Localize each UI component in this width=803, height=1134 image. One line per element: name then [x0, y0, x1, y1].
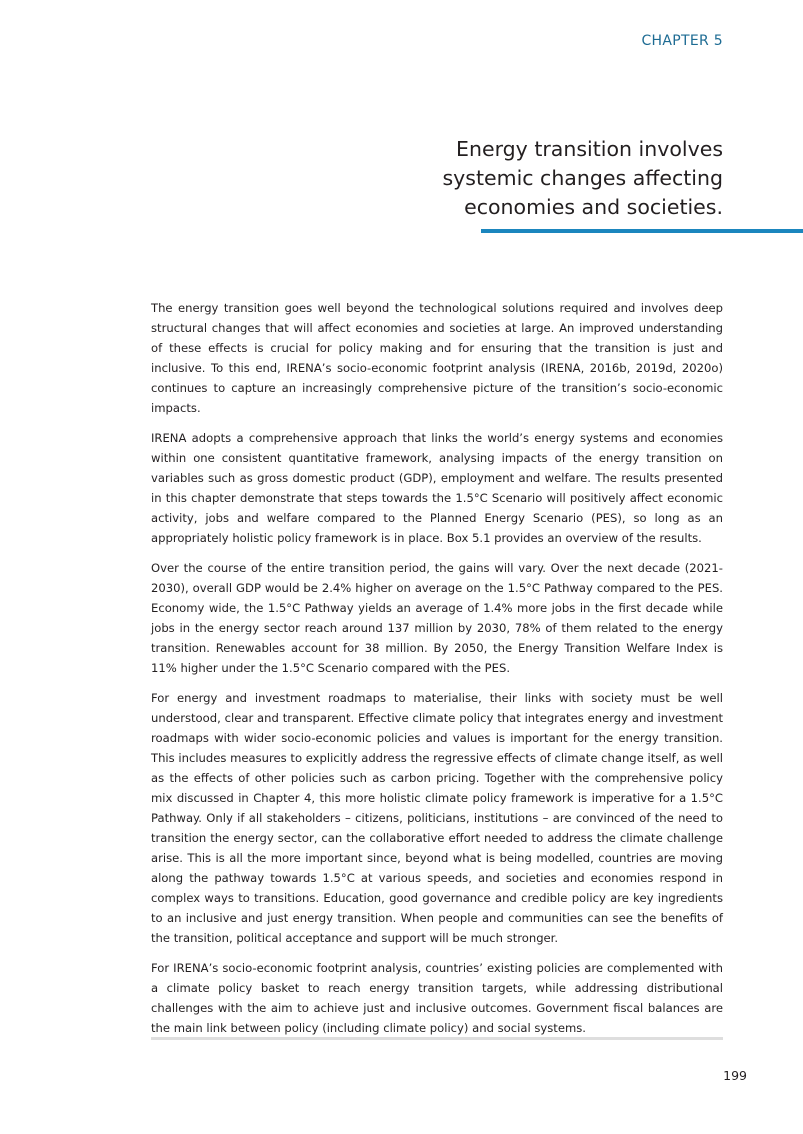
page-number: 199 — [723, 1068, 747, 1083]
headline-line: economies and societies. — [464, 195, 723, 219]
paragraph: For IRENA’s socio-economic footprint analysis, countries’ existing policies are complemented with a climate policy basket to reach energy transition targets, while addressing distributional challenges with the aim to achieve just and inclusive outcomes. Government fiscal balances are the main link between policy (including climate policy) and social systems. — [151, 961, 723, 1035]
paragraph: Over the course of the entire transition period, the gains will vary. Over the next decade (2021-2030), overall GDP would be 2.4% higher on average on the 1.5°C Pathway compared to the PES. Economy wide, the 1.5°C Pathway yields an average of 1.4% more jobs in the first decade while jobs in the energy sector reach around 137 million by 2030, 78% of them related to the energy transition. Renewables account for 38 million. By 2050, the Energy Transition Welfare Index is 11% higher under the 1.5°C Scenario compared with the PES. — [151, 561, 723, 675]
section-headline — [403, 135, 723, 222]
paragraph: IRENA adopts a comprehensive approach that links the world’s energy systems and economies within one consistent quantitative framework, analysing impacts of the energy transition on variables such as gross domestic product (GDP), employment and welfare. The results presented in this chapter demonstrate that steps towards the 1.5°C Scenario will positively affect economic activity, jobs and welfare compared to the Planned Energy Scenario (PES), so long as an appropriately holistic policy framework is in place. Box 5.1 provides an overview of the results. — [151, 431, 723, 545]
chapter-label: CHAPTER 5 — [641, 33, 723, 49]
paragraph: For energy and investment roadmaps to materialise, their links with society must be well understood, clear and transparent. Effective climate policy that integrates energy and investment roadmaps with wider socio-economic policies and values is important for the energy transition. This includes measures to explicitly address the regressive effects of climate change itself, as well as the effects of other policies such as carbon pricing. Together with the comprehensive policy mix discussed in Chapter 4, this more holistic climate policy framework is imperative for a 1.5°C Pathway. Only if all stakeholders – citizens, politicians, institutions – are convinced of the need to transition the energy sector, can the collaborative effort needed to address the climate challenge arise. This is all the more important since, beyond what is being modelled, countries are moving along the pathway towards 1.5°C at various speeds, and societies and economies respond in complex ways to transitions. Education, good governance and credible policy are key ingredients to an inclusive and just energy transition. When people and communities can see the benefits of the transition, political acceptance and support will be much stronger. — [151, 691, 723, 945]
footer-divider — [151, 1037, 723, 1040]
headline-accent-rule — [481, 229, 803, 233]
paragraph: The energy transition goes well beyond the technological solutions required and involves deep structural changes that will affect economies and societies at large. An improved understanding of these effects is crucial for policy making and for ensuring that the transition is just and inclusive. To this end, IRENA’s socio-economic footprint analysis (IRENA, 2016b, 2019d, 2020o) continues to capture an increasingly comprehensive picture of the transition’s socio-economic impacts. — [151, 301, 723, 415]
headline-line: systemic changes affecting — [442, 166, 723, 190]
headline-line: Energy transition involves — [456, 137, 723, 161]
body-text — [151, 298, 723, 1048]
